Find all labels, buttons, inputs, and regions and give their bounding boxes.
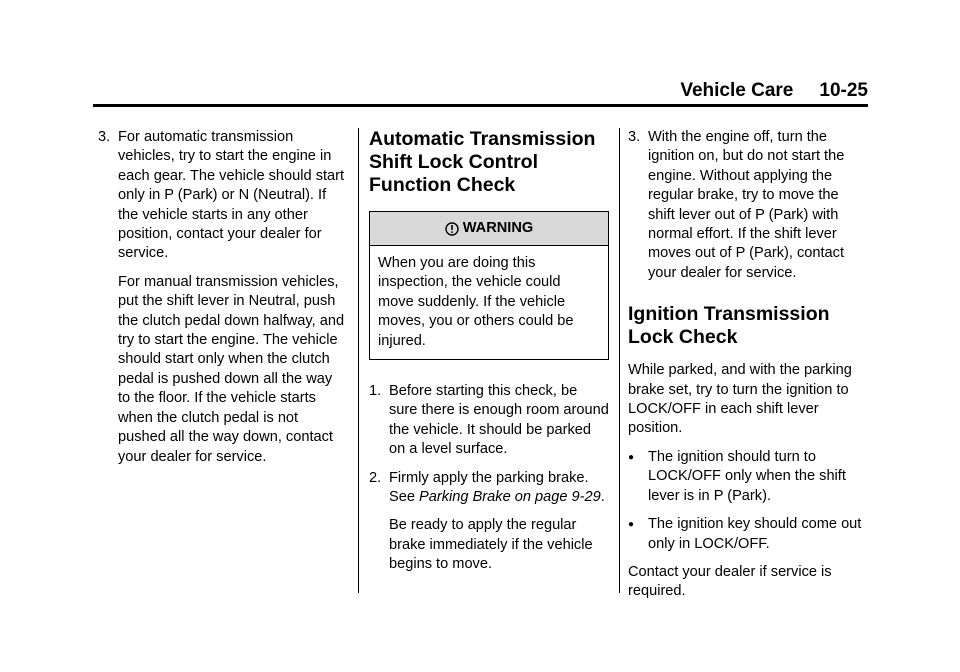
item-number: 3. <box>98 129 111 145</box>
warning-box <box>369 211 609 360</box>
manual-transmission-paragraph: For manual transmission vehicles, put the shift lever in Neutral, push the clutch pedal down halfway, and try to start the engine. The vehicle should start only when the clutch pedal is pushed down all the way to the floor. If the vehicle starts when the clutch pedal is not pushed all the way down, contact your dealer for service. <box>118 273 345 465</box>
bullet-item <box>628 448 868 506</box>
cross-reference-link[interactable]: Parking Brake on page 9-29 <box>419 489 601 506</box>
list-item <box>369 382 609 460</box>
list-item <box>369 469 609 508</box>
bullet-text: The ignition should turn to LOCK/OFF only when the shift lever is in P (Park). <box>648 448 846 504</box>
column-divider-1 <box>358 128 359 593</box>
bullet-icon: ● <box>628 519 635 531</box>
section-heading: Ignition Transmission Lock Check <box>628 303 830 349</box>
warning-icon <box>445 222 459 236</box>
section-heading: Automatic Transmission Shift Lock Control Function Check <box>369 128 596 196</box>
item-text-suffix: . <box>600 489 605 506</box>
item-number: 3. <box>628 129 641 145</box>
item-number: 1. <box>369 383 382 400</box>
item-text: With the engine off, turn the ignition on, but do not start the engine. Without applying the regular brake, try to move the shift lever out of P (Park) with normal effort. If the shift lever moves out of P (Park), contact your dealer for service. <box>648 129 845 281</box>
column-divider-2 <box>619 128 620 593</box>
section-title: Vehicle Care <box>680 80 794 101</box>
item-sub-paragraph: Be ready to apply the regular brake immediately if the vehicle begins to move. <box>389 517 593 573</box>
item-text: Before starting this check, be sure there is enough room around the vehicle. It should be parked on a level surface. <box>389 383 609 458</box>
column-3 <box>628 128 868 611</box>
bullet-item <box>628 515 868 554</box>
bullet-icon: ● <box>628 451 635 463</box>
warning-header <box>370 212 608 246</box>
item-text-prefix: Firmly apply the parking brake. See <box>389 469 589 506</box>
item-text: For automatic transmission vehicles, try to start the engine in each gear. The vehicle should start only in P (Park) or N (Neutral). If the vehicle starts in any other position, contact your dealer for service. <box>118 129 345 262</box>
header-rule <box>93 104 868 107</box>
bullet-text: The ignition key should come out only in LOCK/OFF. <box>648 516 862 552</box>
warning-text: When you are doing this inspection, the vehicle could move suddenly. If the vehicle moves, you or others could be injured. <box>378 255 574 349</box>
item-text <box>389 469 609 508</box>
warning-label: WARNING <box>462 219 534 236</box>
page-number: 10-25 <box>819 80 868 101</box>
column-2 <box>369 128 609 584</box>
intro-paragraph: While parked, and with the parking brake set, try to turn the ignition to LOCK/OFF in each shift lever position. <box>628 362 852 437</box>
page-header <box>680 80 868 102</box>
closing-paragraph: Contact your dealer if service is required. <box>628 563 832 600</box>
column-1 <box>98 128 348 476</box>
list-item <box>98 128 348 264</box>
list-item <box>628 128 868 283</box>
item-number: 2. <box>369 469 382 486</box>
